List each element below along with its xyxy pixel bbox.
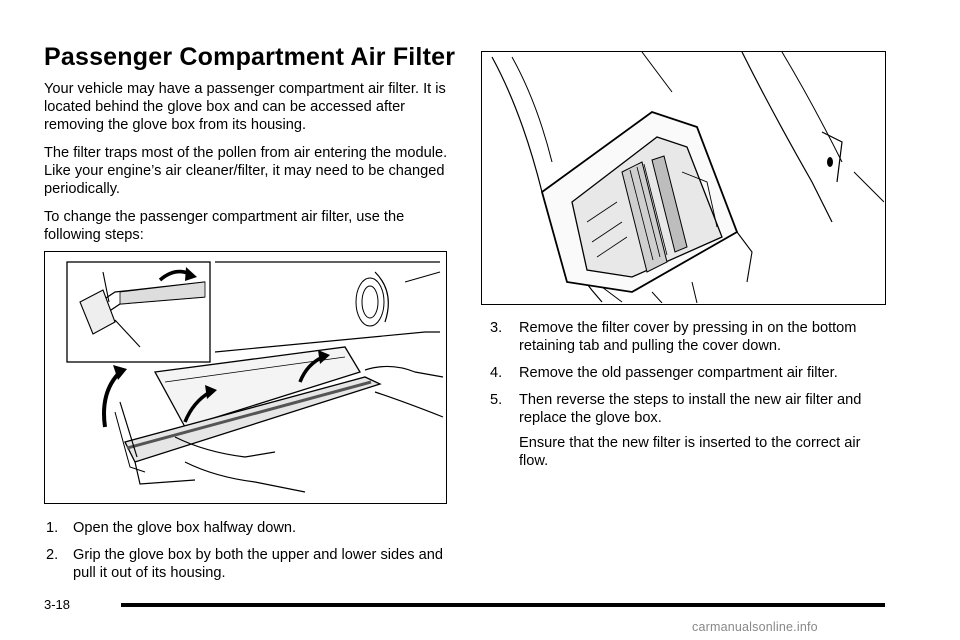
intro-paragraph-3: To change the passenger compartment air filter, use the following steps:: [44, 209, 405, 244]
step-3-text: Remove the filter cover by pressing in on the bottom retaining tab and pulling the cover down.: [519, 320, 857, 355]
step-3: [490, 319, 890, 355]
step-1: [44, 519, 454, 537]
step-2-number: 2.: [46, 547, 59, 563]
step-4: [490, 364, 890, 382]
step-5-number: 5.: [490, 392, 503, 408]
step-5: [490, 391, 890, 427]
filter-housing-illustration: [481, 51, 886, 305]
intro-paragraph-2: The filter traps most of the pollen from air entering the module. Like your engine’s air cleaner/filter, it may need to be changed periodically.: [44, 145, 448, 198]
step-4-number: 4.: [490, 365, 503, 381]
intro-paragraph-1: Your vehicle may have a passenger compartment air filter. It is located behind the glove box and can be accessed after removing the glove box from its housing.: [44, 81, 446, 134]
step-5-text: Then reverse the steps to install the new air filter and replace the glove box.: [519, 392, 862, 427]
watermark: carmanualsonline.info: [692, 620, 818, 634]
page-title: Passenger Compartment Air Filter: [44, 43, 456, 71]
step-2-text: Grip the glove box by both the upper and lower sides and pull it out of its housing.: [73, 547, 443, 582]
step-1-text: Open the glove box halfway down.: [73, 520, 297, 536]
footer-rule: [121, 603, 885, 607]
glove-box-illustration: [44, 251, 447, 504]
air-flow-note: Ensure that the new filter is inserted to the correct air flow.: [519, 435, 861, 470]
filter-housing-drawing: [482, 52, 884, 303]
page-number: 3-18: [44, 597, 71, 612]
glove-box-drawing: [45, 252, 445, 502]
step-3-number: 3.: [490, 320, 503, 336]
step-4-text: Remove the old passenger compartment air filter.: [519, 365, 838, 381]
step-1-number: 1.: [46, 520, 59, 536]
step-2: [44, 546, 454, 582]
